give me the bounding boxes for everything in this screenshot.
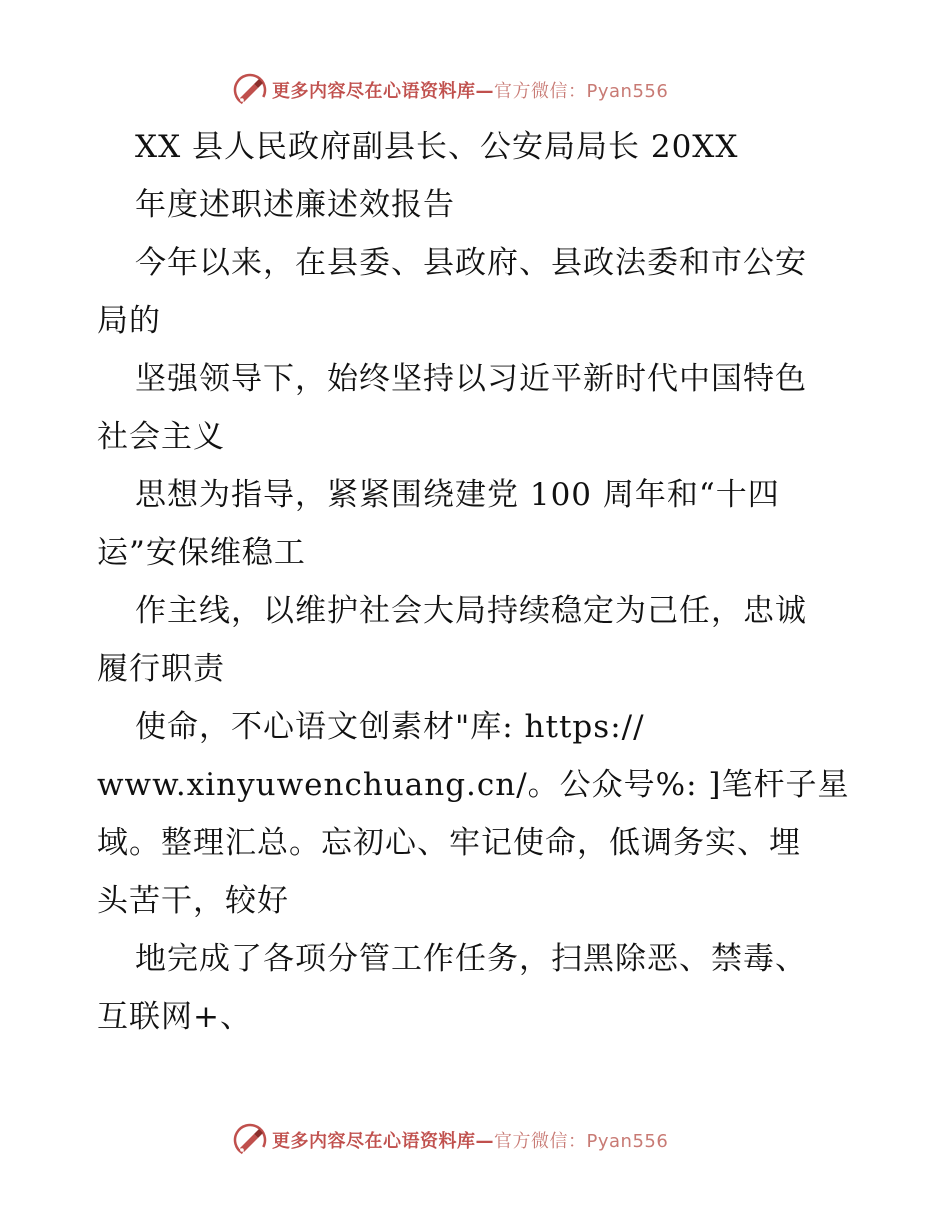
footer-watermark-banner: [232, 1120, 712, 1160]
doc-line-9: 作主线，以维护社会大局持续稳定为己任，忠诚: [135, 593, 807, 629]
pen-logo-icon: [232, 1122, 268, 1158]
doc-line-1: XX 县人民政府副县长、公安局局长 20XX: [135, 129, 739, 165]
doc-line-10: 履行职责: [97, 651, 225, 687]
doc-line-15: 地完成了各项分管工作任务，扫黑除恶、禁毒、: [135, 941, 807, 977]
doc-line-12: www.xinyuwenchuang.cn/。公众号%: ]笔杆子星: [97, 767, 850, 803]
doc-line-16: 互联网+、: [97, 999, 252, 1035]
doc-line-8: 运”安保维稳工: [97, 535, 306, 571]
doc-line-4: 局的: [97, 303, 161, 339]
doc-line-6: 社会主义: [97, 419, 225, 455]
banner-wechat-text: 官方微信：Pyan556: [494, 1131, 669, 1152]
doc-line-13: 域。整理汇总。忘初心、牢记使命，低调务实、埋: [97, 825, 801, 861]
header-watermark-banner: [232, 70, 712, 110]
doc-line-2: 年度述职述廉述效报告: [135, 187, 455, 223]
banner-wechat-text: 官方微信：Pyan556: [494, 81, 669, 102]
banner-main-text: 更多内容尽在心语资料库—: [272, 1131, 494, 1152]
banner-main-text: 更多内容尽在心语资料库—: [272, 81, 494, 102]
pen-logo-icon: [232, 72, 268, 108]
doc-line-7: 思想为指导，紧紧围绕建党 100 周年和“十四: [135, 477, 780, 513]
doc-line-14: 头苦干，较好: [97, 883, 289, 919]
doc-line-3: 今年以来，在县委、县政府、县政法委和市公安: [135, 245, 807, 281]
doc-line-5: 坚强领导下，始终坚持以习近平新时代中国特色: [135, 361, 807, 397]
doc-line-11: 使命，不心语文创素材"库: https://: [135, 709, 645, 745]
